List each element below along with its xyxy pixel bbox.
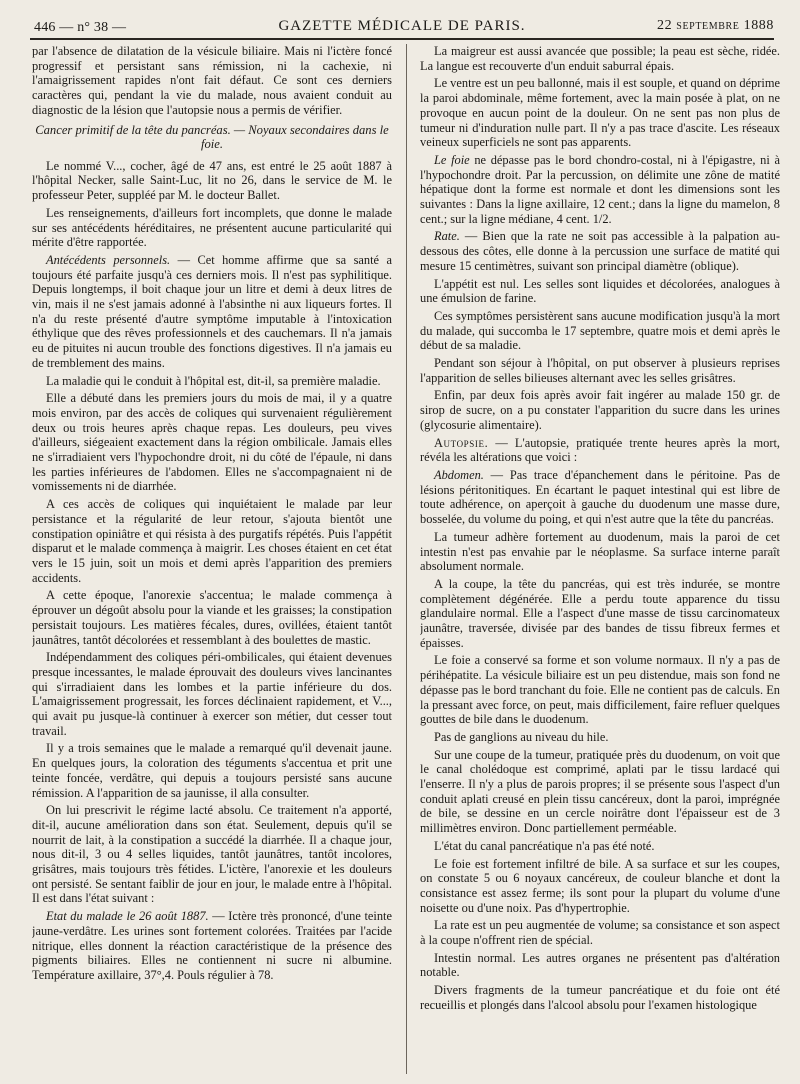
paragraph [420, 229, 780, 273]
header-rule [30, 38, 774, 40]
paragraph: L'état du canal pancréatique n'a pas été noté. [434, 838, 655, 853]
paragraph [420, 153, 780, 227]
paragraph: Divers fragments de la tumeur pancréatique et du foie ont été recueillis et plongés dans l'alcool absolu pour l'examen histologique [420, 983, 780, 1012]
paragraph: Ces symptômes persistèrent sans aucune modification jusqu'à la mort du malade, qui succomba le 17 septembre, quatre mois et demi après le début de sa maladie. [420, 308, 780, 353]
paragraph-label: Etat du malade le 26 août 1887. [46, 909, 209, 924]
paragraph: Sur une coupe de la tumeur, pratiquée près du duodenum, on voit que le canal cholédoque est comprimé, aplati par le tissu lardacé qui l'enserre. Il n'y a plus de parois propres; il se présente sous l'aspect d'un conduit aplati creusé en plein tissu cancéreux, dont la paroi, imprégnée de bile, se dessine en un cercle noirâtre dont l'épaisseur est de 3 millimètres environ. Donc partiellement perméable. [420, 747, 780, 836]
paragraph: La tumeur adhère fortement au duodenum, mais la paroi de cet intestin n'est pas envahie par le néoplasme. Sa surface interne paraît absolument normale. [420, 529, 780, 574]
right-column [420, 44, 780, 1074]
paragraph-label: Le foie [434, 152, 470, 167]
paragraph [32, 909, 392, 983]
column-divider [406, 44, 407, 1074]
paragraph: Le foie a conservé sa forme et son volume normaux. Il n'y a pas de périhépatite. La vésicule biliaire est un peu distendue, mais son fond ne dépasse pas le bord tranchant du foie. Elle ne contient pas de calculs. En la pressant avec force, on peut, mais difficilement, faire refluer quelques gouttes de bile dans le duodenum. [420, 653, 780, 727]
paragraph: La rate est un peu augmentée de volume; sa consistance et son aspect à la coupe n'offrent rien de spécial. [420, 918, 780, 948]
page-header [30, 14, 774, 40]
paragraph-text: — L'autopsie, pratiquée trente heures après la mort, révéla les altérations que voici : [420, 435, 780, 465]
issue-date: 22 septembre 1888 [657, 18, 774, 33]
paragraph: Elle a débuté dans les premiers jours du mois de mai, il y a quatre mois environ, par des accès de coliques qui survenaient régulièrement deux ou trois heures après chaque repas. Les douleurs, peu vives d'ailleurs, siégeaient exactement dans la région ombilicale. Jamais elles ne s'irradiaient vers l'hypochondre droit, ni du côté de l'épaule, ni dans les parties inférieures de l'abdomen. Elles ne s'accompagnaient ni de vomissements ni de diarrhée. [32, 391, 392, 494]
paragraph: Le foie est fortement infiltré de bile. A sa surface et sur les coupes, on constate 5 ou 6 noyaux cancéreux, de couleur blanche et dont la consistance est assez ferme; ils sont pour la plupart du volume d'une noisette ou d'une noix. Pas d'hypertrophie. [420, 856, 780, 915]
paragraph-text: — Ictère très prononcé, d'une teinte jaune-verdâtre. Les urines sont fortement colorées. Traitées par l'acide nitrique, elles donnent la réaction caractéristique de la présence des pigments biliaires. Elles ne contiennent ni sucre ni albumine. Température axillaire, 37°,4. Pouls régulier à 78. [32, 909, 392, 982]
paragraph [420, 436, 780, 465]
paragraph-text: ne dépasse pas le bord chondro-costal, ni à l'épigastre, ni à l'hypochondre droit. Par la percussion, on délimite une zône de matité hépatique dont la forme est normale et dont les dimensions sont les suivantes : Dans la ligne axillaire, 12 cent.; dans la ligne du mamelon, 8 cent.; sur la ligne médiane, 4 cent. 1/2. [420, 152, 780, 226]
paragraph: Enfin, par deux fois après avoir fait ingérer au malade 150 gr. de sirop de sucre, on a pu constater l'apparition du sucre dans les urines (glycosurie alimentaire). [420, 388, 780, 432]
paragraph: par l'absence de dilatation de la vésicule biliaire. Mais ni l'ictère foncé progressif et persistant sans rémission, ni la cachexie, ni l'amaigrissement rapides n'ont fait défaut. Ce sont ces derniers caractères qui, pendant la vie du malade, nous avaient conduit au diagnostic de la lésion que l'autopsie nous a permis de vérifier. [32, 44, 392, 117]
paragraph-text: — Cet homme affirme que sa santé a toujours été parfaite jusqu'à ces derniers mois. Il n'est pas syphilitique. Depuis longtemps, il boit chaque jour un litre et demi à deux litres de vin, mais il ne s'est jamais adonné à l'absinthe ni aux liqueurs fortes. Il n'a du reste présenté d'autre symptôme imputable à l'intoxication éthylique que des rêves professionnels et des cauchemars. Il n'a jamais eu de pituites ni aucun trouble des fonctions digestives. Il n'a jamais eu de tremblement des mains. [32, 252, 392, 370]
paragraph-text: — Pas trace d'épanchement dans le péritoine. Pas de lésions péritonitiques. En écartant le paquet intestinal qui est libre de toute adhérence, on aperçoit à gauche du duodenum une masse dure, bosselée, du volume du poing, et qui n'est autre que la tête du pancréas. [420, 467, 780, 527]
paragraph-text: — Bien que la rate ne soit pas accessible à la palpation au-dessous des côtes, elle donne à la percussion une surface de matité qui mesure 15 centimètres, suivant son principal diamètre (oblique). [420, 229, 780, 273]
paragraph: La maladie qui le conduit à l'hôpital est, dit-il, sa première maladie. [46, 373, 381, 388]
paragraph: La maigreur est aussi avancée que possible; la peau est sèche, ridée. La langue est recouverte d'un enduit saburral épais. [420, 44, 780, 73]
paragraph: Il y a trois semaines que le malade a remarqué qu'il devenait jaune. En quelques jours, la coloration des téguments s'accentua et prit une teinte foncée, verdâtre, qui depuis a toujours persisté sans aucune rémission. A l'apparition de sa jaunisse, il alla consulter. [32, 741, 392, 800]
paragraph: L'appétit est nul. Les selles sont liquides et décolorées, analogues à une émulsion de farine. [420, 276, 780, 306]
paragraph: A ces accès de coliques qui inquiétaient le malade par leur persistance et la régularité de leur retour, s'ajouta bientôt une constipation opiniâtre et qui résista à des purgatifs répétés. Puis l'appétit disparut et le malade commença à maigrir. Les choses étaient en cet état vers le 15 juin, soit un mois et demi après l'apparition des premiers accidents. [32, 497, 392, 585]
paragraph: On lui prescrivit le régime lacté absolu. Ce traitement n'a apporté, dit-il, aucune amélioration dans son état. Seulement, depuis qu'il se nourrit de lait, à la constipation a succédé la diarrhée. Il a chaque jour, nous dit-il, 3 ou 4 selles liquides, tantôt jaunâtres, tantôt incolores, grisâtres, mais toujours très fétides. L'ictère, l'anorexie et les douleurs ont persisté. Se sentant faiblir de jour en jour, le malade entre à l'hôpital. Il est dans l'état suivant : [32, 803, 392, 906]
journal-title: GAZETTE MÉDICALE DE PARIS. [278, 18, 526, 34]
paragraph: Le ventre est un peu ballonné, mais il est souple, et quand on déprime la paroi abdominale, même fortement, avec la main posée à plat, on ne provoque en aucun point de la douleur. On ne sent pas non plus de tumeur ni d'induration nulle part. Il n'y a pas trace d'ascite. Les réseaux veineux superficiels ne sont pas apparents. [420, 76, 780, 150]
paragraph: Indépendamment des coliques péri-ombilicales, qui étaient devenues presque incessantes, le malade éprouvait des douleurs vives lancinantes qui s'irradiaient dans les lombes et la partie inférieure du dos. L'amaigrissement progressait, les forces déclinaient rapidement, et V..., qui avait pu jusque-là continuer à exercer son métier, dut cesser tout travail. [32, 650, 392, 738]
paragraph: Pas de ganglions au niveau du hile. [434, 729, 609, 744]
page-number: 446 — n° 38 — [34, 20, 127, 35]
paragraph: A la coupe, la tête du pancréas, qui est très indurée, se montre complètement dégénérée. Elle a perdu toute apparence du tissu glandulaire normal. Elle a l'aspect d'une masse de tissu carcinomateux jaunâtre, traversée, divisée par des bandes de tissu fibreux fermes et épaisses. [420, 576, 780, 650]
paragraph: Pendant son séjour à l'hôpital, on put observer à plusieurs reprises l'apparition de selles bilieuses alternant avec les selles grisâtres. [420, 356, 780, 385]
paragraph [420, 468, 780, 527]
paragraph-label: Abdomen. [434, 467, 484, 482]
left-column [32, 44, 392, 1074]
paragraph: Intestin normal. Les autres organes ne présentent pas d'altération notable. [420, 950, 780, 980]
paragraph-label: Autopsie. [434, 435, 489, 450]
paragraph: Les renseignements, d'ailleurs fort incomplets, que donne le malade sur ses antécédents héréditaires, ne présentent aucune particularité qui mérite d'être rapportée. [32, 205, 392, 250]
paragraph-label: Antécédents personnels. [46, 252, 171, 267]
paragraph: Le nommé V..., cocher, âgé de 47 ans, est entré le 25 août 1887 à l'hôpital Necker, salle Saint-Luc, lit no 26, dans le service de M. le professeur Peter, suppléé par M. le docteur Ballet. [32, 158, 392, 203]
paragraph: A cette époque, l'anorexie s'accentua; le malade commença à éprouver un dégoût absolu pour la viande et les graisses; la constipation persistait toujours. Les matières fécales, dures, ovillées, étaient tantôt jaunâtres, tantôt décolorées et ressemblant à des boulettes de mastic. [32, 588, 392, 647]
paragraph [32, 253, 392, 371]
paragraph-label: Rate. [434, 229, 460, 244]
section-title: Cancer primitif de la tête du pancréas. — Noyaux secondaires dans le foie. [35, 122, 389, 152]
